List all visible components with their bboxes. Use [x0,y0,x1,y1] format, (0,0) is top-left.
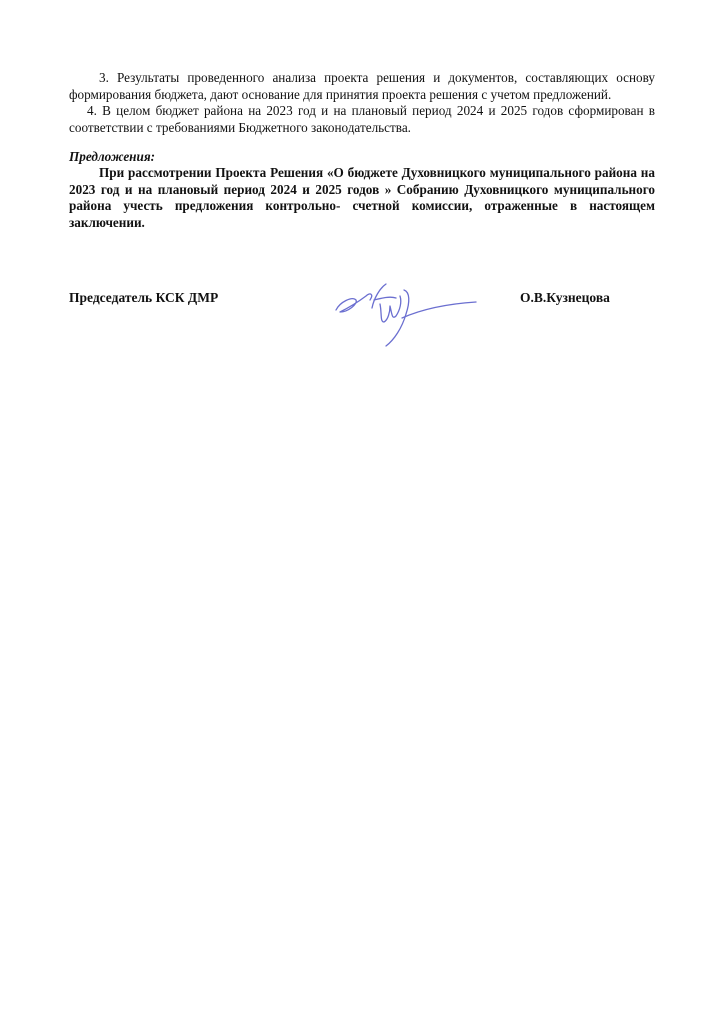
signatory-name: О.В.Кузнецова [520,290,610,305]
handwritten-signature [330,278,480,350]
proposals-heading: Предложения: [69,149,156,164]
paragraph-4: 4. В целом бюджет района на 2023 год и на плановый период 2024 и 2025 годов сформирован в соответствии с требованиями Бюджетного законодательства. [69,103,655,135]
signature-stroke-1 [336,294,372,312]
signature-stroke-5 [402,302,476,318]
proposals-text: При рассмотрении Проекта Решения «О бюджете Духовницкого муниципального района на 2023 год и на плановый период 2024 и 2025 годов » Собранию Духовницкого муниципального района учесть предложения контрольно- счетной комиссии, отраженные в настоящем заключении. [69,165,655,230]
signature-stroke-4 [386,290,409,346]
paragraph-3: 3. Результаты проведенного анализа проекта решения и документов, составляющих основу формирования бюджета, дают основание для принятия проекта решения с учетом предложений. [69,70,655,102]
signature-stroke-2 [372,284,396,308]
signature-stroke-3 [380,296,401,322]
signatory-title: Председатель КСК ДМР [69,290,219,305]
